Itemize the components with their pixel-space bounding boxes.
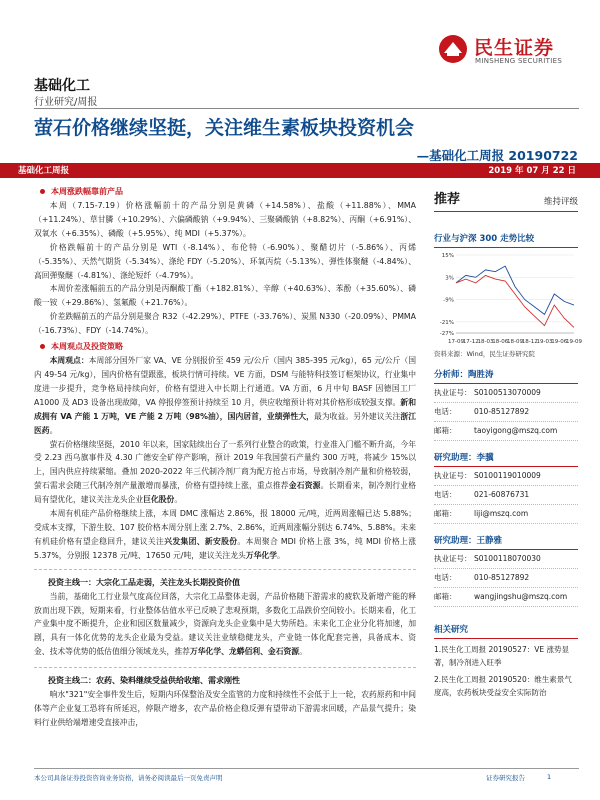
footer-divider [34, 768, 579, 769]
analyst-row-license: 执业证号： S0100513070009 [434, 384, 578, 403]
rating-label: 推荐 [434, 192, 461, 207]
report-type: 行业研究/周报 [34, 97, 98, 108]
y-tick-label: 3% [445, 275, 454, 282]
related-link-1[interactable]: 1.民生化工周报 20190527：VE 涨势显著，制冷剂进入旺季 [434, 645, 569, 667]
y-tick-label: -21% [439, 319, 454, 326]
ra1-head: 研究助理：李骥 [434, 445, 578, 467]
report-subtitle: —基础化工周报 20190722 [416, 148, 578, 163]
theme1-box [34, 569, 416, 660]
ra2-row-phone: 电话： 010-85127892 [434, 569, 578, 588]
x-tick-label: 19-09 [566, 339, 582, 345]
analyst-row-phone: 电话： 010-85127892 [434, 403, 578, 422]
sector-label: 基础化工 [34, 78, 90, 94]
theme1-para: 当前，基础化工行业景气度高位回落，大宗化工品整体走弱，产品价格随下游需求的疲软及新增产能的释放而出现下跌，短期来看，行业整体估值水平已反映了悲观预期，多数化工品跌价空间较小。长期来看，化工产业集中度不断提升，企业和园区数量减少，资源向龙头企业集中是大势所趋。未来化工企业分化将加速，加剧，具有一体化优势的龙头企业最为受益。建议关注业绩稳健龙头，产业链一体化配套完善，具备成本、资金、技术等优势的低估值细分领域龙头，推荐万华化学、龙蟒佰利、金石资源。 [34, 591, 416, 657]
views-para-1: 本周观点：本周部分国外厂家 VA、VE 分别报价至 459 元/公斤（国内 385-395 元/kg），65 元/公斤（国内 49-54 元/kg），国内价格有望跟涨，板块行情可持续。VE 方面，DSM 与能特科技签订框架协议，行业集中度进一步提升，竞争格局持续向好，价格有望进入中长期上行通道。VA 方面，6 月中旬 BASF 因德国工厂 A1000 及 AD3 设备出现故障，VA 停报停签预计持续至 10 月，供应收缩预计将对其价格形成较强支撑。新和成拥有 VA 产能 1 万吨，VE 产能 2 万吨（98%油），国内居首，业绩弹性大，最为收益。另外建议关注浙江医药。 [34, 356, 417, 435]
bullet-icon [40, 344, 45, 349]
chart-source: 资料来源：Wind，民生证券研究院 [434, 350, 535, 358]
sidebar [434, 188, 582, 699]
brand-name-en: MINSHENG SECURITIES [475, 57, 563, 65]
ra1-row-email: 邮箱： liji@mszq.com [434, 505, 578, 524]
minsheng-logo-icon [438, 34, 468, 64]
band-report-name: 基础化工周报 [18, 166, 70, 176]
y-tick-label: -9% [443, 297, 454, 304]
x-tick-label: 17-09 [448, 339, 464, 345]
ra1-row-license: 执业证号： S0100119010009 [434, 467, 578, 486]
price-para-1: 本周（7.15-7.19）价格涨幅前十的产品分别是黄磷（+14.58%）、盐酸（+11.88%）、MMA（+11.24%）、草甘膦（+10.29%）、六偏磷酸钠（+9.94%）、三聚磷酸钠（+8.82%）、丙酮（+6.91%）、双氧水（+6.35%）、磷酸（+5.95%）、纯 MDI（+5.37%）。 [34, 201, 416, 238]
chart-title: 行业与沪深 300 走势比较 [434, 232, 578, 248]
section-head-price: 本周涨跌幅靠前产品 [34, 186, 416, 197]
y-tick-label: -27% [439, 331, 454, 337]
theme2-para: 响水"321"安全事件发生后，短期内环保整治及安全监管的力度和持续性不会低于上一轮，农药原药和中间体等产企业复工恐将有所延迟，停限产增多，农产品价格企稳反弹有望带动下游需求回暖，产品景气提升；染料行业供给端增速受直接冲击， [34, 690, 416, 727]
analyst-row-email: 邮箱： taoyigong@mszq.com [434, 422, 578, 441]
ra2-head: 研究助理：王静雅 [434, 528, 578, 550]
series-line-2 [456, 275, 574, 327]
theme2-title: 投资主线二：农药、染料继续受益供给收缩、需求刚性 [48, 676, 240, 686]
x-tick-label: 17-12 [462, 339, 479, 345]
ra2-row-license: 执业证号： S0100118070030 [434, 550, 578, 569]
x-tick-label: 18-06 [492, 339, 509, 345]
related-link-2[interactable]: 2.民生化工周报 20190520：维生素景气度高，农药板块受益安全实际防治 [434, 675, 572, 697]
page-number: 1 [547, 773, 552, 781]
analyst-head: 分析师：陶胜涛 [434, 362, 578, 384]
report-title: 萤石价格继续坚挺，关注维生素板块投资机会 [34, 117, 415, 139]
report-date: 2019 年 07 月 22 日 [488, 166, 576, 176]
ra2-row-email: 邮箱： wangjingshu@mszq.com [434, 588, 578, 607]
main-content [34, 183, 416, 730]
theme1-title: 投资主线一：大宗化工品走弱，关注龙头长期投资价值 [48, 577, 240, 587]
price-para-3: 本周价差涨幅前五的产品分别是丙酮酸丁酯（+182.81%）、辛醇（+40.63%）、苯酚（+35.60%）、磷酸一铵（+29.86%）、氢氟酸（+21.76%）。 [34, 284, 416, 308]
x-tick-label: 19-03 [536, 339, 553, 345]
rating-value: 维持评级 [543, 197, 578, 207]
bullet-icon [40, 189, 45, 194]
brand-name-cn: 民生证券 [474, 37, 555, 59]
related-head: 相关研究 [434, 617, 578, 639]
views-para-2: 萤石价格继续坚挺，2010 年以来，国家陆续出台了一系列行业整合的政策，行业准入门槛不断升高，今年受 2.23 西乌旗事件及 4.30 广德安全矿停产影响，预计 2019 年我国萤石产量约 300 万吨，将减少 15%以上，国内供应持续紧缩。叠加 2020-2022 年三代制冷剂厂商为配方抢占市场，导致制冷剂产量和价格较弱，萤石需求会随三代制冷剂产量激增而暴涨，价格有望持续上涨，重点推荐金石资源。长期看来，制冷剂行业格局有望优化，建议关注龙头企业巨化股份。 [34, 439, 417, 505]
y-tick-label: 15% [441, 253, 454, 259]
ra1-row-phone: 电话： 021-60876731 [434, 486, 578, 505]
price-para-2: 价格跌幅前十的产品分别是 WTI（-8.14%）、布伦特（-6.90%）、聚醋切片（-5.86%）、丙烯（-5.35%）、天然气期货（-5.34%）、涤纶 FDY（-5.20%）、环氧丙烷（-5.13%）、弹性体聚醚（-4.84%）、高回弹聚醚（-4.81%）、涤纶短纤（-4.79%）。 [34, 242, 416, 280]
views-para-3: 本周有机硅产品价格继续上涨，本周 DMC 涨幅达 2.86%，报 18000 元/吨，近两周涨幅已达 5.88%；受成本支撑，下游生胶、107 胶价格本周分别上涨 2.7%、2.86%，近两周涨幅分别达 6.74%、5.88%。未来有机硅价格有望企稳回升，建议关注兴发集团、新安股份。本周聚合 MDI 价格上涨 3%，纯 MDI 价格上涨 5.37%，分别报 12378 元/吨、17650 元/吨，建议关注龙头万华化学。 [34, 509, 416, 560]
footer-brand: 证券研究报告 [486, 774, 525, 782]
x-tick-label: 18-03 [477, 339, 494, 345]
trend-chart [434, 251, 582, 347]
x-tick-label: 19-06 [551, 339, 568, 345]
x-tick-label: 18-09 [507, 339, 523, 345]
section-head-views: 本周观点及投资策略 [34, 341, 416, 352]
theme2-box [34, 667, 416, 730]
price-para-4: 价差跌幅前五的产品分别是聚合 R32（-42.29%）、PTFE（-33.76%）、炭黑 N330（-20.09%）、PMMA（-16.73%）、FDY（-14.74%）。 [34, 312, 416, 336]
header-divider [34, 108, 579, 109]
x-tick-label: 18-12 [521, 339, 538, 345]
rating-row [434, 188, 578, 212]
footer-disclaimer: 本公司具备证券投资咨询业务资格，请务必阅读最后一页免责声明 [34, 774, 223, 782]
